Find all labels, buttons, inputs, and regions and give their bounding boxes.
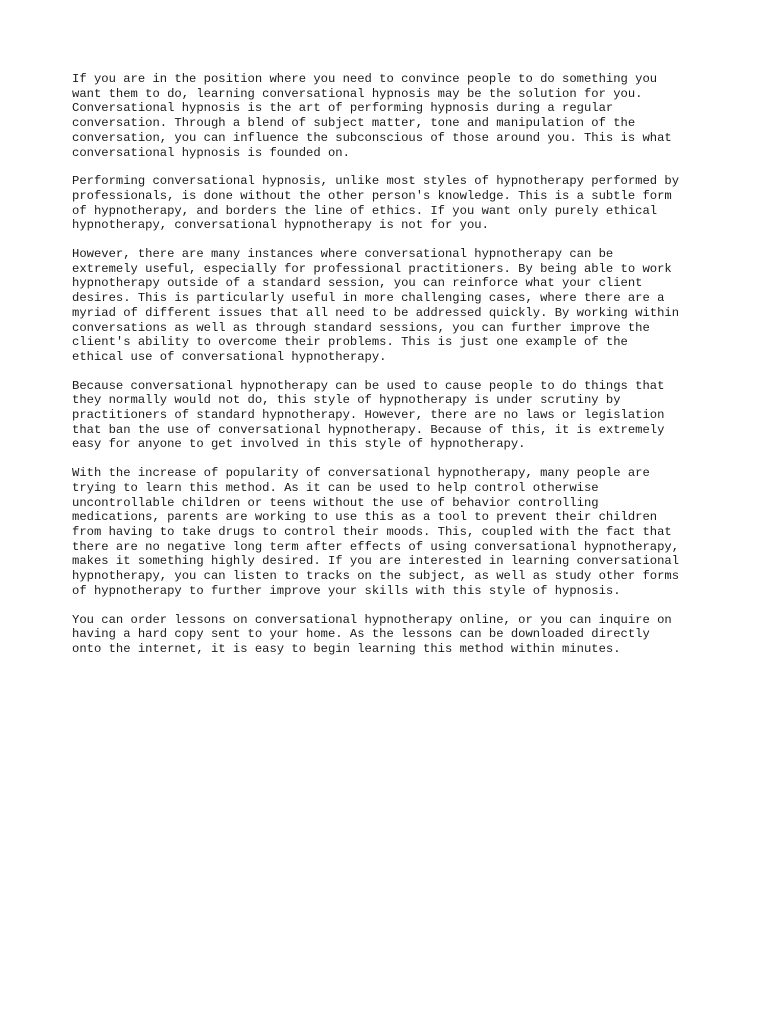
- paragraph-3: However, there are many instances where conversational hypnotherapy can be extremely useful, especially for professional practitioners. By being able to work hypnotherapy outside of a standard session, you can reinforce what your client desires. This is particularly useful in more challenging cases, where there are a myriad of different issues that all need to be addressed quickly. By working within conversations as well as through standard sessions, you can further improve the client's ability to overcome their problems. This is just one example of the ethical use of conversational hypnotherapy.: [72, 247, 680, 364]
- document-body: [72, 72, 712, 671]
- paragraph-2: Performing conversational hypnosis, unlike most styles of hypnotherapy performed by professionals, is done without the other person's knowledge. This is a subtle form of hypnotherapy, and borders the line of ethics. If you want only purely ethical hypnotherapy, conversational hypnotherapy is not for you.: [72, 174, 680, 233]
- paragraph-5: With the increase of popularity of conversational hypnotherapy, many people are trying to learn this method. As it can be used to help control otherwise uncontrollable children or teens without the use of behavior controlling medications, parents are working to use this as a tool to prevent their children from having to take drugs to control their moods. This, coupled with the fact that there are no negative long term after effects of using conversational hypnotherapy, makes it something highly desired. If you are interested in learning conversational hypnotherapy, you can listen to tracks on the subject, as well as study other forms of hypnotherapy to further improve your skills with this style of hypnosis.: [72, 466, 680, 598]
- paragraph-1: If you are in the position where you need to convince people to do something you want them to do, learning conversational hypnosis may be the solution for you. Conversational hypnosis is the art of performing hypnosis during a regular conversation. Through a blend of subject matter, tone and manipulation of the conversation, you can influence the subconscious of those around you. This is what conversational hypnosis is founded on.: [72, 72, 672, 160]
- paragraph-6: You can order lessons on conversational hypnotherapy online, or you can inquire on having a hard copy sent to your home. As the lessons can be downloaded directly onto the internet, it is easy to begin learning this method within minutes.: [72, 612, 672, 656]
- paragraph-4: Because conversational hypnotherapy can be used to cause people to do things that they normally would not do, this style of hypnotherapy is under scrutiny by practitioners of standard hypnotherapy. However, there are no laws or legislation that ban the use of conversational hypnotherapy. Because of this, it is extremely easy for anyone to get involved in this style of hypnotherapy.: [72, 378, 665, 452]
